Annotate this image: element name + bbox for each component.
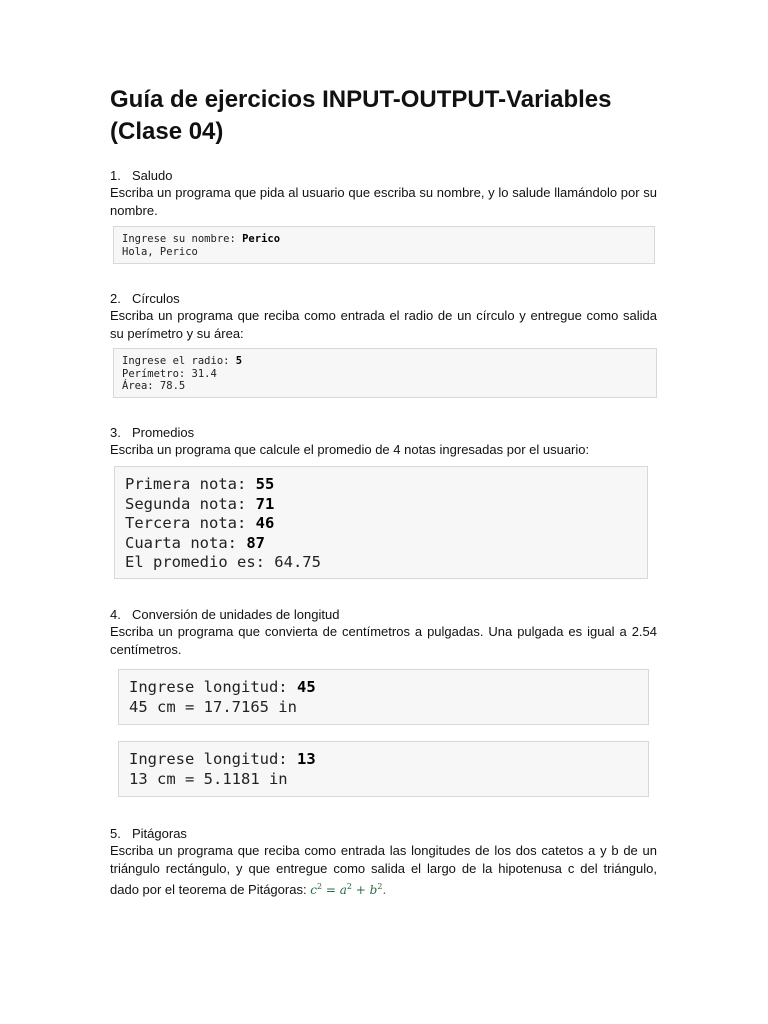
console-line: Hola, Perico [122, 245, 198, 258]
console-line: Área: 78.5 [122, 380, 186, 392]
section-title [110, 290, 657, 307]
console-line: Ingrese su nombre: Perico [122, 233, 281, 245]
pythagoras-formula: $c^2 = a^2 + b^2$. [310, 882, 387, 897]
section-saludo [110, 167, 657, 220]
section-description: Escriba un programa que pida al usuario que escriba su nombre, y lo salude llamándolo por su nombre. [110, 185, 657, 218]
section-description: Escriba un programa que reciba como entrada las longitudes de los dos catetos a y b de un triángulo rectángulo, y que entregue como salida el largo de la hipotenusa c del triángulo, dado por el teorema de Pitágoras: $c^2 = a^2 + b^2$. [110, 843, 657, 897]
section-title [110, 606, 657, 623]
console-line: Ingrese longitud: 45 [129, 678, 316, 696]
section-description: Escriba un programa que calcule el promedio de 4 notas ingresadas por el usuario: [110, 442, 590, 457]
section-title [110, 825, 657, 842]
section-number: 1. [110, 168, 121, 183]
console-line: 45 cm = 17.7165 in [129, 697, 297, 716]
section-heading: Conversión de unidades de longitud [132, 607, 340, 622]
document-header [110, 84, 658, 148]
section-title [110, 424, 657, 441]
console-line: Cuarta nota: 87 [125, 533, 265, 552]
section-description: Escriba un programa que convierta de centímetros a pulgadas. Una pulgada es igual a 2.54 centímetros. [110, 624, 657, 657]
section-heading: Pitágoras [132, 826, 187, 841]
console-example-saludo [113, 226, 655, 264]
document-title: Guía de ejercicios INPUT-OUTPUT-Variables (Clase 04) [110, 86, 612, 145]
console-example-conversion-2 [118, 741, 649, 797]
section-description: Escriba un programa que reciba como entrada el radio de un círculo y entregue como salida su perímetro y su área: [110, 308, 657, 341]
console-example-conversion-1 [118, 669, 649, 725]
section-pitagoras [110, 825, 657, 899]
console-line: Tercera nota: 46 [125, 514, 275, 532]
section-circulos [110, 290, 657, 343]
section-heading: Promedios [132, 425, 195, 440]
console-line: Ingrese longitud: 13 [129, 750, 316, 768]
console-example-circulos [113, 348, 657, 398]
section-promedios [110, 424, 657, 459]
section-number: 5. [110, 826, 121, 841]
section-conversion [110, 606, 657, 659]
console-line: Segunda nota: 71 [125, 494, 275, 513]
console-line: 13 cm = 5.1181 in [129, 769, 288, 788]
section-heading: Círculos [132, 291, 180, 306]
console-example-promedios [114, 466, 648, 579]
console-line: Perímetro: 31.4 [122, 367, 217, 380]
section-number: 2. [110, 291, 121, 306]
console-line: Primera nota: 55 [125, 475, 275, 493]
section-title [110, 167, 657, 184]
section-number: 3. [110, 425, 121, 440]
console-line: El promedio es: 64.75 [125, 553, 321, 571]
section-heading: Saludo [132, 168, 173, 183]
console-line: Ingrese el radio: 5 [122, 355, 243, 367]
section-number: 4. [110, 607, 121, 622]
